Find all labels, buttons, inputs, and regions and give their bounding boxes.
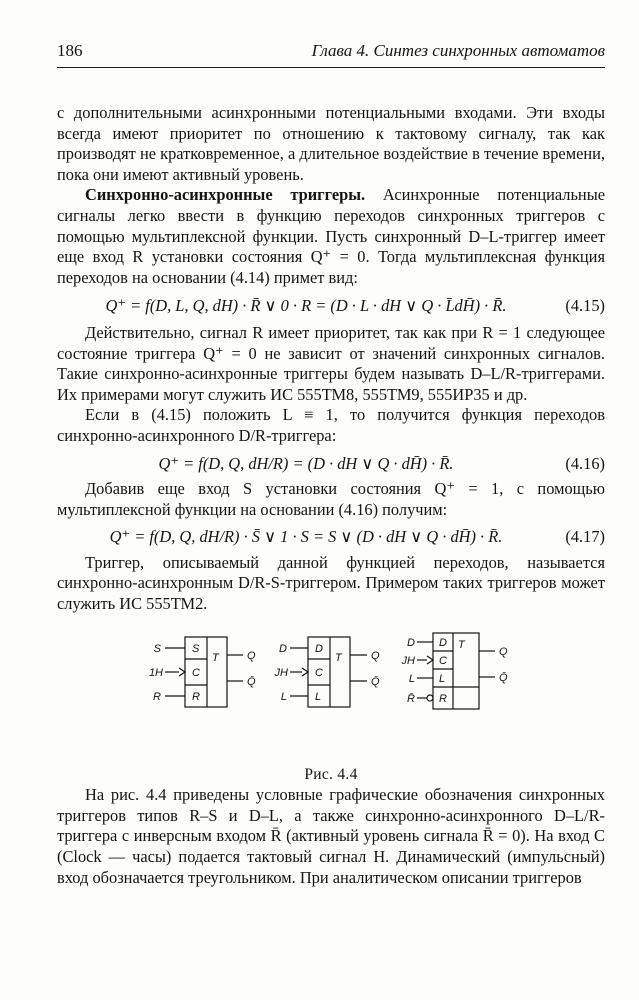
paragraph-6: Триггер, описываемый данной функцией переходов, называется синхронно-асинхронным D/R-S-триггером. Примером таких триггеров может служить ИС 555ТМ2. — [57, 552, 605, 614]
paragraph-2 — [57, 185, 605, 288]
equation-4-17-body: Q⁺ = f(D, Q, dH/R) · S̄ ∨ 1 · S = S ∨ (D · dH ∨ Q · dH̄) · R̄. — [109, 527, 503, 547]
equation-4-15-body: Q⁺ = f(D, L, Q, dH) · R̄ ∨ 0 · R = (D · L · dH ∨ Q · L̄dH̄) · R̄. — [105, 296, 507, 316]
dl-trigger — [290, 637, 367, 707]
equation-4-16-number: (4.16) — [565, 453, 605, 473]
equation-4-15-number: (4.15) — [565, 296, 605, 316]
rs-pin-s: S — [192, 642, 200, 655]
rs-trigger — [165, 637, 243, 707]
page-body — [57, 103, 605, 888]
dl-t-label: T — [335, 651, 342, 664]
equation-4-15 — [57, 296, 605, 317]
paragraph-5: Добавив еще вход S установки состояния Q⁺ = 1, с помощью мультиплексной функции на основании (4.16) получим: — [57, 479, 605, 519]
dlr-in-d: D — [407, 636, 415, 649]
equation-4-16 — [57, 454, 605, 475]
dl-pin-c: C — [315, 666, 323, 679]
dlr-pin-d: D — [439, 636, 447, 649]
dl-in-d: D — [279, 642, 287, 655]
rs-pin-c: C — [192, 666, 200, 679]
rs-t-label: T — [212, 651, 219, 664]
paragraph-4: Если в (4.15) положить L ≡ 1, то получится функция переходов синхронно-асинхронного D/R-триггера: — [57, 405, 605, 445]
paragraph-7: На рис. 4.4 приведены условные графические обозначения синхронных триггеров типов R–S и D–L, а также синхронно-асинхронного D–L/R-триггера с инверсным входом R̄ (активный уровень сигнала R̄ = 0). На вход C (Clock — часы) подается тактовый сигнал H. Динамический (импульсный) вход обозначается треугольником. При аналитическом описании триггеров — [57, 785, 605, 887]
dlr-out-q: Q — [499, 645, 508, 658]
rs-in-c: 1H — [148, 666, 163, 679]
dl-out-q: Q — [371, 649, 380, 662]
dlr-pin-l: L — [439, 672, 446, 685]
page-header — [57, 41, 605, 68]
dl-in-l: L — [280, 690, 287, 703]
page-number: 186 — [57, 41, 83, 60]
rs-in-s: S — [153, 642, 161, 655]
dl-in-c: JH — [274, 666, 288, 679]
dlr-pin-c: C — [439, 654, 447, 667]
dlr-t-label: T — [458, 638, 465, 651]
dlr-in-r: R̄ — [407, 692, 415, 705]
dlr-out-qn: Q̄ — [499, 671, 508, 684]
dl-out-qn: Q̄ — [371, 675, 380, 688]
equation-4-17-number: (4.17) — [565, 527, 605, 547]
section-heading: Синхронно-асинхронные триггеры. — [85, 185, 366, 205]
paragraph-1: с дополнительными асинхронными потенциальными входами. Эти входы всегда имеют приоритет по отношению к тактовому сигналу, так как производят не кратковременное, а длительное воздействие в течение времени, пока они имеют активный уровень. — [57, 103, 605, 184]
paragraph-2-text: Асинхронные потенциальные сигналы легко ввести в функцию переходов синхронных триггеров с помощью мультиплексной функции. Пусть синхронный D–L-триггер имеет еще вход R установки состояния Q⁺ = 0. Тогда мультиплексная функция переходов на основании (4.14) примет вид: — [57, 185, 605, 287]
dl-pin-l: L — [315, 690, 322, 703]
paragraph-3: Действительно, сигнал R имеет приоритет, так как при R = 1 следующее состояние триггера Q⁺ = 0 не зависит от значений синхронных сигналов. Такие синхронно-асинхронные триггеры будем называть D–L/R-триггерами. Их примерами могут служить ИС 555ТМ8, 555ТМ9, 555ИР35 и др. — [57, 322, 605, 404]
dlr-in-l: L — [408, 672, 415, 685]
dlr-pin-r: R — [439, 692, 447, 705]
rs-out-qn: Q̄ — [247, 675, 256, 688]
dlr-trigger — [417, 633, 495, 709]
chapter-title: Глава 4. Синтез синхронных автоматов — [311, 41, 605, 60]
equation-4-16-body: Q⁺ = f(D, Q, dH/R) = (D · dH ∨ Q · dH̄) · R̄. — [158, 453, 454, 473]
figure-4-4 — [57, 629, 605, 759]
rs-out-q: Q — [247, 649, 256, 662]
dlr-in-c: JH — [401, 654, 415, 667]
rs-in-r: R — [153, 690, 161, 703]
rs-pin-r: R — [192, 690, 200, 703]
trigger-diagrams — [57, 629, 605, 759]
equation-4-17 — [57, 527, 605, 548]
dl-pin-d: D — [315, 642, 323, 655]
figure-caption: Рис. 4.4 — [304, 765, 358, 783]
